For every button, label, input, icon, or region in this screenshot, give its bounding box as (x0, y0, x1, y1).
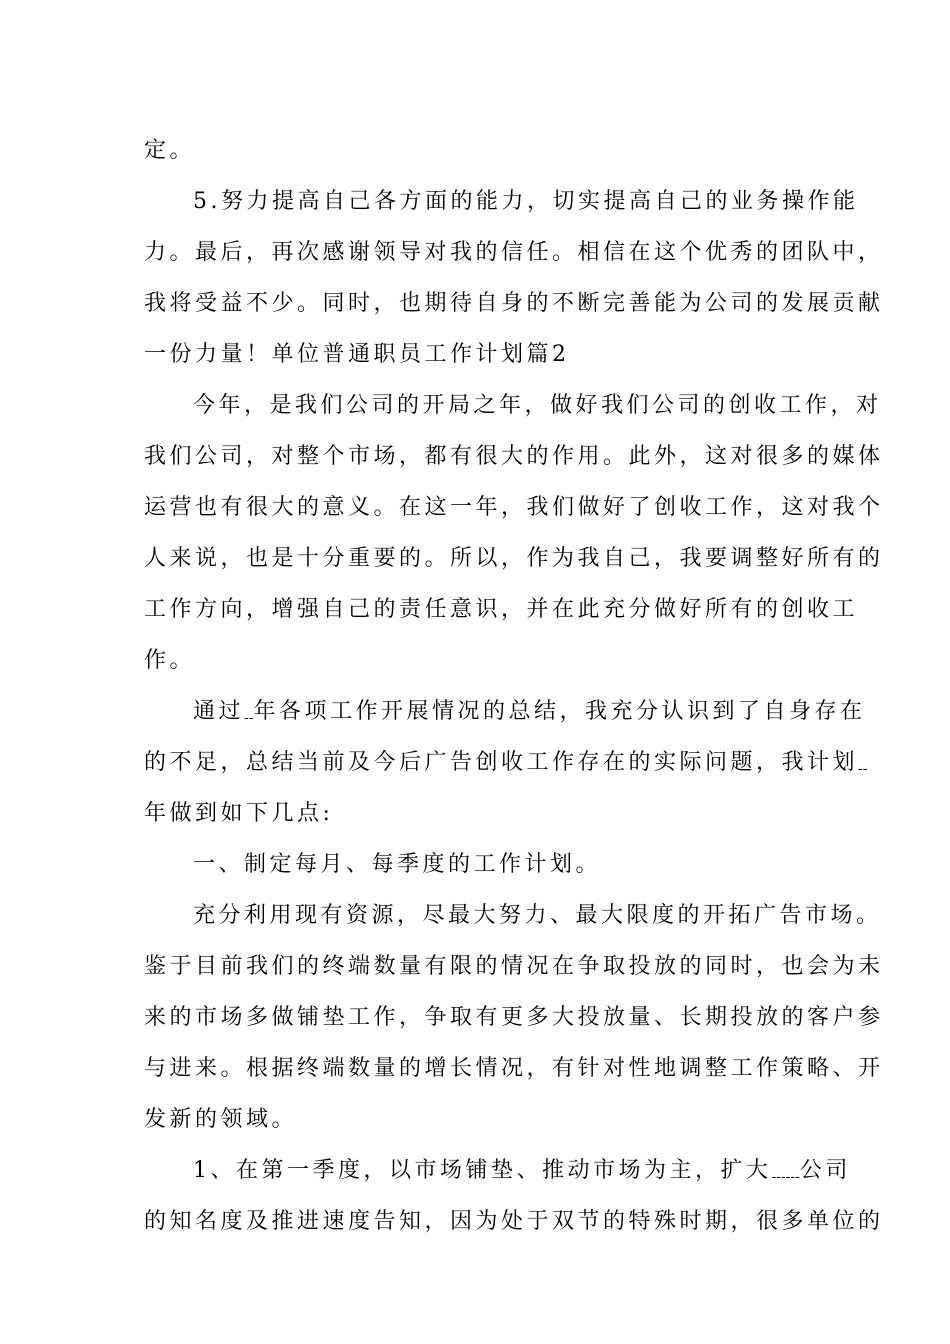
text-line-9: 人来说，也是十分重要的。所以，作为我自己，我要调整好所有的 (144, 546, 884, 571)
text-line-17: 鉴于目前我们的终端数量有限的情况在争取投放的同时，也会为未 (144, 954, 884, 979)
text-line-13-text: 的不足，总结当前及今后广告创收工作存在的实际问题，我计划 (144, 750, 859, 775)
text-line-18: 来的市场多做铺垫工作，争取有更多大投放量、长期投放的客户参 (144, 1005, 884, 1030)
blank-underline: -- (244, 710, 254, 726)
text-line-11: 作。 (144, 648, 196, 673)
text-line-5: 一份力量！单位普通职员工作计划篇2 (144, 342, 570, 367)
text-line-12 (193, 697, 866, 733)
text-line-4: 我将受益不少。同时，也期待自身的不断完善能为公司的发展贡献 (144, 291, 884, 316)
text-line-14: 年做到如下几点: (144, 801, 334, 826)
text-line-21-rest: 公司 (799, 1158, 851, 1183)
text-line-7: 我们公司，对整个市场，都有很大的作用。此外，这对很多的媒体 (144, 444, 884, 469)
text-line-15: 一、制定每月、每季度的工作计划。 (193, 852, 602, 877)
text-line-8: 运营也有很大的意义。在这一年，我们做好了创收工作，这对我个 (144, 495, 884, 520)
text-line-13 (144, 748, 867, 784)
blank-underline: -- (858, 761, 868, 777)
text-line-12-rest: 年各项工作开展情况的总结，我充分认识到了自身存在 (253, 699, 866, 724)
text-line-21 (193, 1156, 851, 1192)
text-line-10: 工作方向，增强自己的责任意识，并在此充分做好所有的创收工 (144, 597, 859, 622)
text-line-22: 的知名度及推进速度告知，因为处于双节的特殊时期，很多单位的 (144, 1209, 884, 1234)
text-line-2: 5.努力提高自己各方面的能力，切实提高自己的业务操作能 (193, 189, 859, 214)
text-line-3: 力。最后，再次感谢领导对我的信任。相信在这个优秀的团队中， (144, 240, 884, 265)
text-line-1: 定。 (144, 138, 196, 163)
text-line-6: 今年，是我们公司的开局之年，做好我们公司的创收工作，对 (193, 393, 882, 418)
text-line-20: 发新的领域。 (144, 1107, 298, 1132)
text-line-21-prefix: 1、在第一季度，以市场铺垫、推动市场为主，扩大 (193, 1158, 772, 1183)
text-line-12-prefix: 通过 (193, 699, 245, 724)
blank-underline: ------ (771, 1169, 800, 1185)
text-line-16: 充分利用现有资源，尽最大努力、最大限度的开拓广告市场。 (193, 903, 882, 928)
text-line-19: 与进来。根据终端数量的增长情况，有针对性地调整工作策略、开 (144, 1056, 884, 1081)
